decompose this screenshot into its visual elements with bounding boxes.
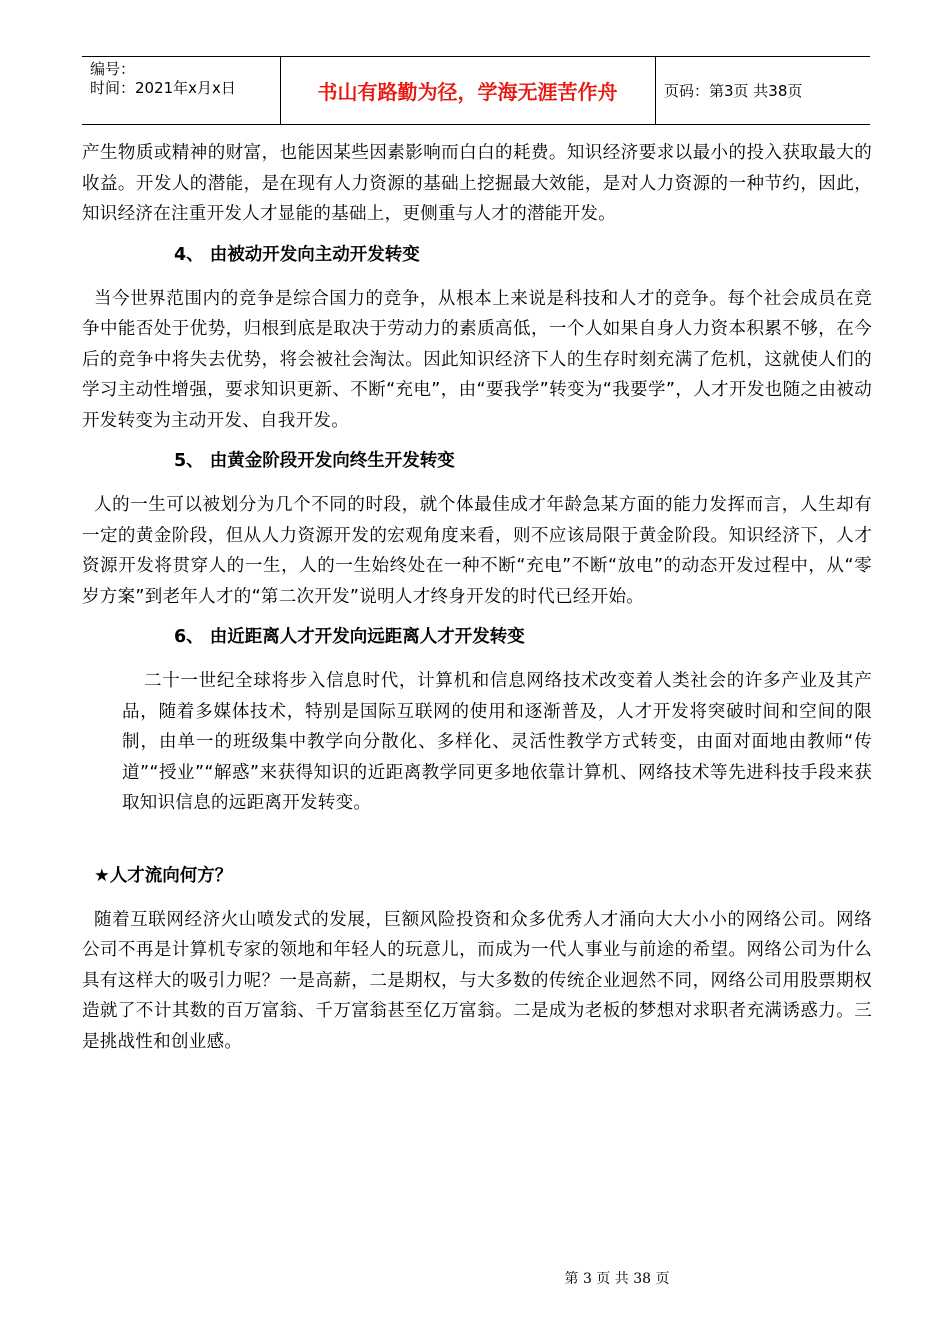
header-divider-right <box>655 56 656 124</box>
header-motto: 书山有路勤为径，学海无涯苦作舟 <box>317 79 618 104</box>
document-body <box>82 138 872 1057</box>
header-time-label: 时间：2021年x月x日 <box>90 79 236 97</box>
paragraph-3: 人的一生可以被划分为几个不同的时段，就个体最佳成才年龄急某方面的能力发挥而言，人生却有一定的黄金阶段，但从人力资源开发的宏观角度来看，则不应该局限于黄金阶段。知识经济下，人才资源开发将贯穿人的一生，人的一生始终处在一种不断“充电”不断“放电”的动态开发过程中，从“零岁方案”到老年人才的“第二次开发”说明人才终身开发的时代已经开始。 <box>82 495 872 607</box>
section-heading-6: 6、 由近距离人才开发向远距离人才开发转变 <box>174 627 525 647</box>
section-heading-5: 5、 由黄金阶段开发向终生开发转变 <box>174 451 455 471</box>
header-bottom-rule <box>82 124 870 125</box>
page-footer <box>0 1268 950 1288</box>
page-header <box>82 56 870 124</box>
paragraph-2: 当今世界范围内的竞争是综合国力的竞争，从根本上来说是科技和人才的竞争。每个社会成员在竞争中能否处于优势，归根到底是取决于劳动力的素质高低，一个人如果自身人力资本积累不够，在今后的竞争中将失去优势，将会被社会淘汰。因此知识经济下人的生存时刻充满了危机，这就使人们的学习主动性增强，要求知识更新、不断“充电”，由“要我学”转变为“我要学”，人才开发也随之由被动开发转变为主动开发、自我开发。 <box>82 288 872 431</box>
footer-page-number: 第 3 页 共 38 页 <box>564 1271 670 1287</box>
paragraph-5: 随着互联网经济火山喷发式的发展，巨额风险投资和众多优秀人才涌向大大小小的网络公司。网络公司不再是计算机专家的领地和年轻人的玩意儿，而成为一代人事业与前途的希望。网络公司为什么具有这样大的吸引力呢？一是高薪，二是期权，与大多数的传统企业迥然不同，网络公司用股票期权造就了不计其数的百万富翁、千万富翁甚至亿万富翁。二是成为老板的梦想对求职者充满诱惑力。三是挑战性和创业感。 <box>82 909 872 1052</box>
header-page-info: 页码：第3页 共38页 <box>664 81 803 100</box>
section-heading-4: 4、 由被动开发向主动开发转变 <box>174 244 420 265</box>
header-number-label: 编号： <box>90 60 136 78</box>
paragraph-1: 产生物质或精神的财富，也能因某些因素影响而白白的耗费。知识经济要求以最小的投入获取最大的收益。开发人的潜能，是在现有人力资源的基础上挖掘最大效能，是对人力资源的一种节约，因此，知识经济在注重开发人才显能的基础上，更侧重与人才的潜能开发。 <box>82 143 872 224</box>
star-heading: ★人才流向何方？ <box>94 865 233 886</box>
header-meta <box>90 60 236 98</box>
paragraph-4: 二十一世纪全球将步入信息时代，计算机和信息网络技术改变着人类社会的许多产业及其产品，随着多媒体技术，特别是国际互联网的使用和逐渐普及，人才开发将突破时间和空间的限制，由单一的班级集中教学向分散化、多样化、灵活性教学方式转变，由面对面地由教师“传道”“授业”“解惑”来获得知识的近距离教学同更多地依靠计算机、网络技术等先进科技手段来获取知识信息的远距离开发转变。 <box>122 671 872 813</box>
